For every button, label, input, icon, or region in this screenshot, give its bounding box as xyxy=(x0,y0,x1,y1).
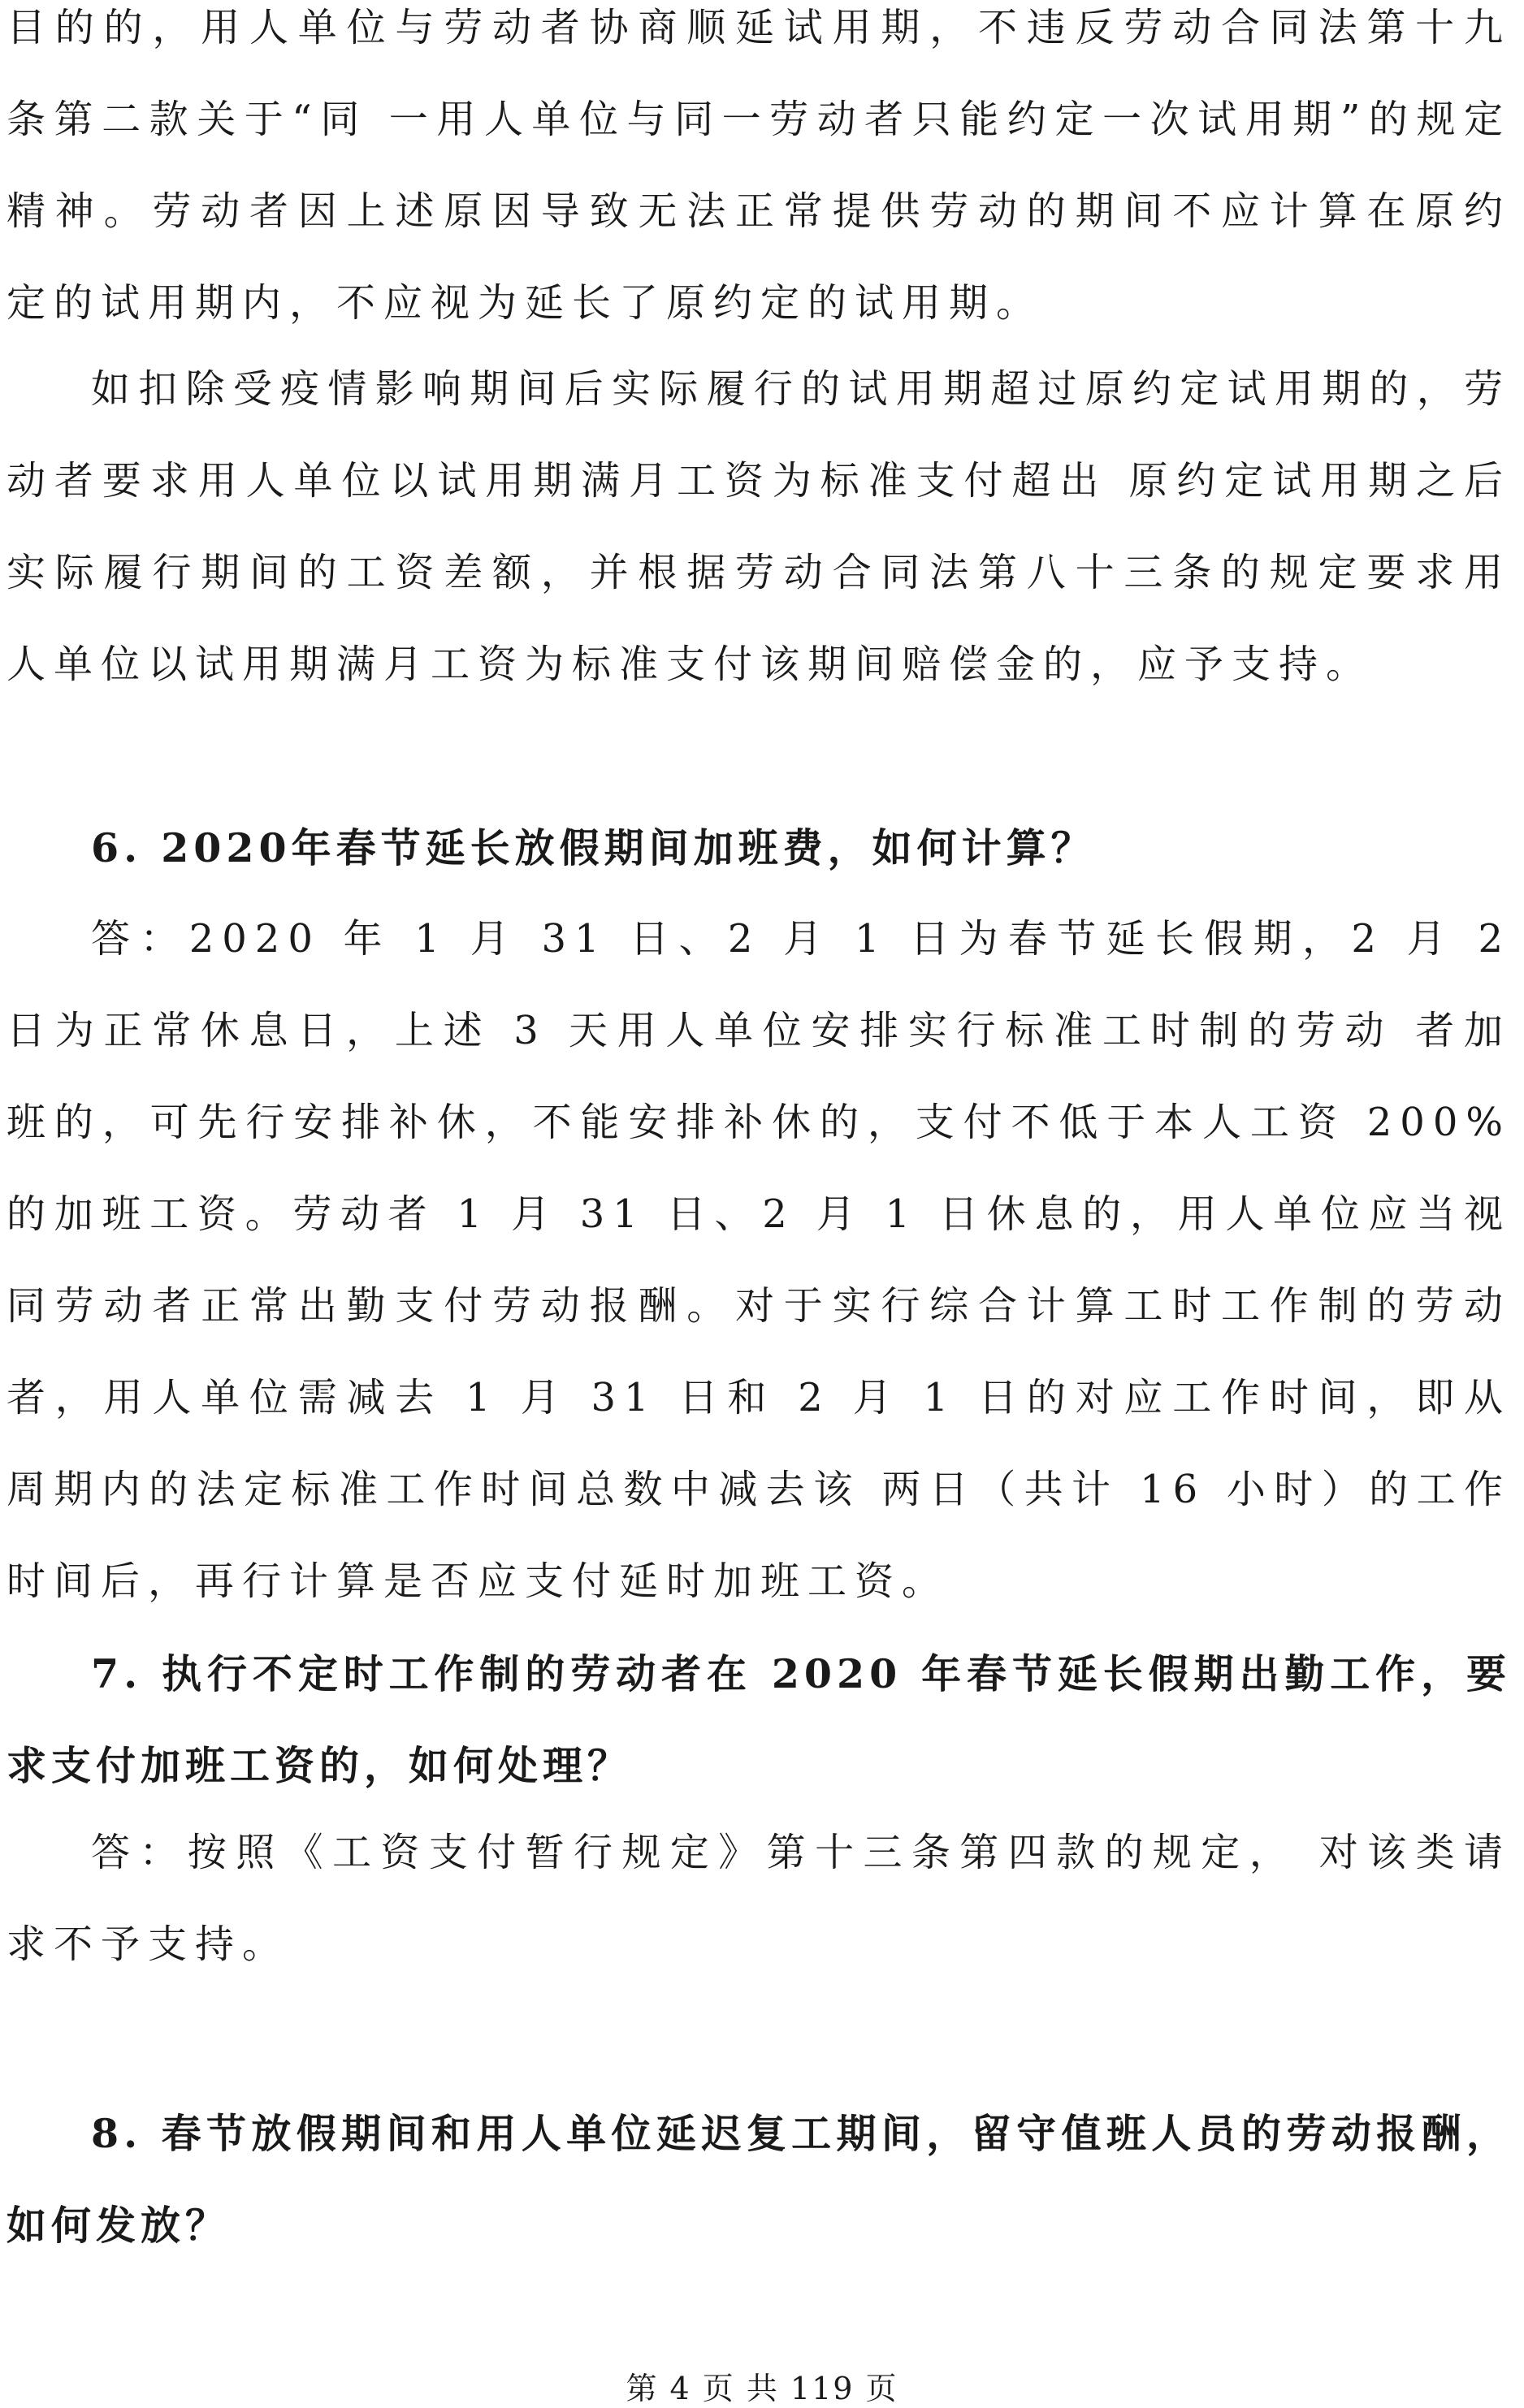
question-7-heading: 7. 执行不定时工作制的劳动者在 2020 年春节延长假期出勤工作，要求支付加班工资的，如何处理？ xyxy=(6,1650,1511,1789)
question-6-answer: 答：2020 年 1 月 31 日、2 月 1 日为春节延长假期，2 月 2 日为正常休息日，上述 3 天用人单位安排实行标准工时制的劳动 者加班的，可先行安排补休，不能安排补休的，支付不低于本人工资 200%的加班工资。劳动者 1 月 31 日、2 月 1 日休息的，用人单位应当视同劳动者正常出勤支付劳动报酬。对于实行综合计算工时工作制的劳动者，用人单位需减去 1 月 31 日和 2 月 1 日的对应工作时间，即从周期内的法定标准工作时间总数中减去该 两日（共计 16 小时）的工作时间后，再行计算是否应支付延时加班工资。 xyxy=(6,916,1511,1604)
question-6-heading: 6. 2020年春节延长放假期间加班费，如何计算？ xyxy=(91,824,1096,871)
paragraph-probation-extension: 目的的，用人单位与劳动者协商顺延试用期，不违反劳动合同法第十九条第二款关于“同 一用人单位与同一劳动者只能约定一次试用期”的规定精神。劳动者因上述原因导致无法正常提供劳动的期间不应计算在原约 定的试用期内，不应视为延长了原约定的试用期。 xyxy=(6,5,1511,326)
page-number-footer: 第 4 页 共 119 页 xyxy=(626,2371,898,2406)
question-8-heading: 8. 春节放假期间和用人单位延迟复工期间，留守值班人员的劳动报酬，如何发放？ xyxy=(6,2110,1511,2249)
paragraph-wage-difference: 如扣除受疫情影响期间后实际履行的试用期超过原约定试用期的，劳动者要求用人单位以试用期满月工资为标准支付超出 原约定试用期之后实际履行期间的工资差额，并根据劳动合同法第八十三条的规定要求用人单位以试用期满月工资为标准支付该期间赔偿金的，应予支持。 xyxy=(6,366,1511,687)
question-7-answer: 答：按照《工资支付暂行规定》第十三条第四款的规定， 对该类请求不予支持。 xyxy=(6,1830,1511,1967)
